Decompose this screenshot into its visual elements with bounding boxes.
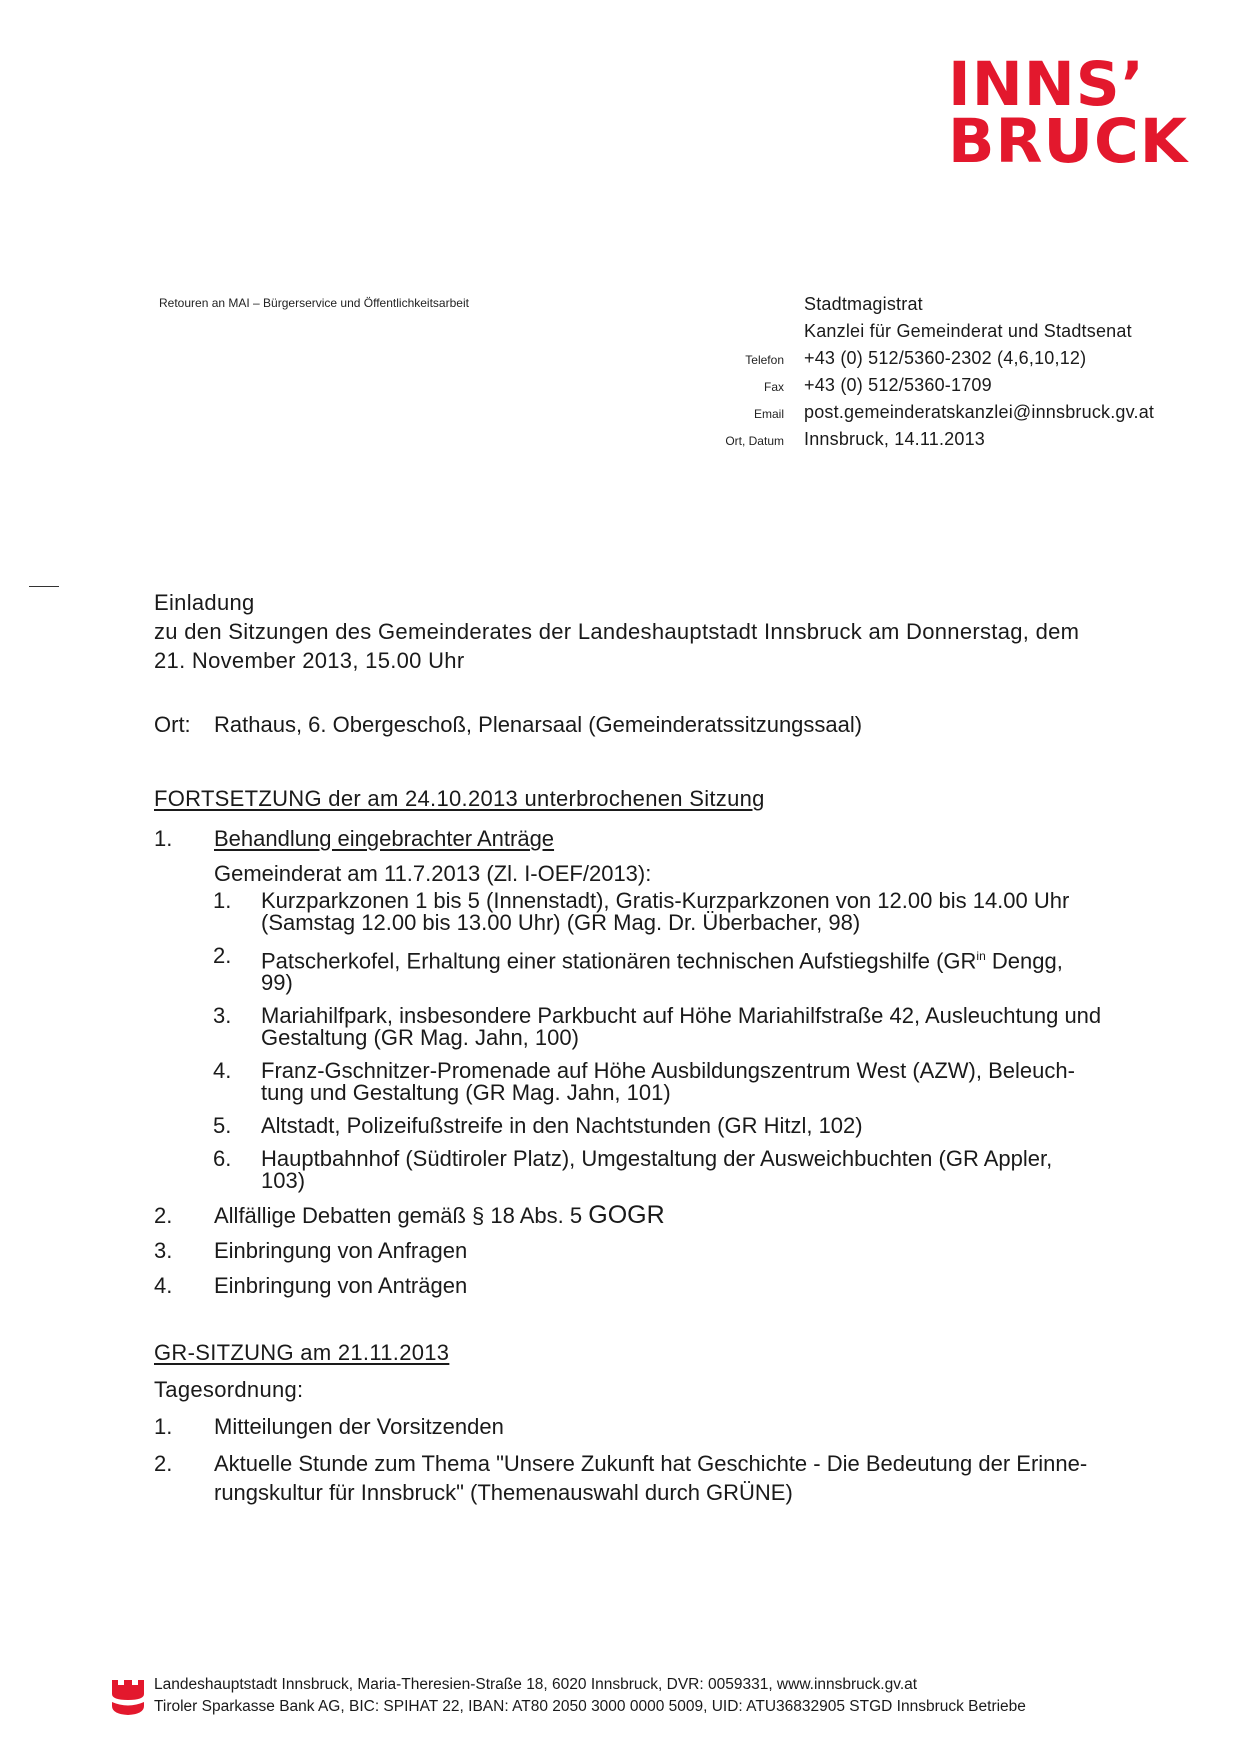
contact-date-row: [690, 429, 1190, 456]
contact-label: Email: [753, 407, 784, 421]
sender-office-row: [690, 294, 1190, 321]
contact-label: Ort, Datum: [725, 434, 784, 448]
sub-item-line: Kurzparkzonen 1 bis 5 (Innenstadt), Gratis-Kurzparkzonen von 12.00 bis 14.00 Uhr: [261, 888, 1070, 913]
sender-department: Kanzlei für Gemeinderat und Stadtsenat: [804, 321, 1132, 341]
location-value: Rathaus, 6. Obergeschoß, Plenarsaal (Gemeinderatssitzungssaal): [214, 712, 863, 737]
contact-fax: +43 (0) 512/5360-1709: [804, 375, 992, 395]
fold-mark: [29, 586, 59, 587]
item-2-text: Allfällige Debatten gemäß § 18 Abs. 5: [214, 1203, 583, 1229]
place-date: Innsbruck, 14.11.2013: [804, 429, 985, 449]
contact-email-row: [690, 402, 1190, 429]
logo-line-1: INNS’: [948, 49, 1145, 120]
agenda-item-text: Mitteilungen der Vorsitzenden: [214, 1414, 504, 1440]
sender-department-row: [690, 321, 1190, 348]
contact-label: Telefon: [745, 353, 784, 367]
contact-phone-row: [690, 348, 1190, 375]
continuation-item-3: 3. Einbringung von Anfragen: [154, 1236, 1154, 1265]
contact-label: Fax: [763, 380, 784, 394]
agenda-item: 2. Aktuelle Stunde zum Thema "Unsere Zukunft hat Geschichte - Die Bedeutung der Erinne- rungskultur für Innsbruck" (Themenauswahl durch GRÜNE): [154, 1451, 1088, 1506]
agenda-item: 1. Mitteilungen der Vorsitzenden: [154, 1412, 1154, 1441]
invitation-line-2: zu den Sitzungen des Gemeinderates der Landeshauptstadt Innsbruck am Donnerstag, dem: [154, 619, 1080, 644]
innsbruck-logo: [948, 49, 1189, 177]
item-1-title: Behandlung eingebrachter Anträge: [214, 826, 555, 851]
sub-item: 4. Franz-Gschnitzer-Promenade auf Höhe Ausbildungszentrum West (AZW), Beleuch- tung und Gestaltung (GR Mag. Jahn, 101): [213, 1058, 1075, 1106]
agenda-item-line: rungskultur für Innsbruck" (Themenauswahl durch GRÜNE): [214, 1480, 793, 1506]
contact-phone: +43 (0) 512/5360-2302 (4,6,10,12): [804, 348, 1087, 368]
continuation-item-2: 2. Allfällige Debatten gemäß § 18 Abs. 5 GOGR: [154, 1201, 665, 1230]
sub-item-line: Hauptbahnhof (Südtiroler Platz), Umgestaltung der Ausweichbuchten (GR Appler,: [261, 1146, 1053, 1172]
item-4-text: Einbringung von Anträgen: [214, 1273, 468, 1299]
item-1-subheading-row: [154, 859, 1154, 888]
sub-item: 2. Patscherkofel, Erhaltung einer stationären technischen Aufstiegshilfe ($GR^{in}$ Dengg, 99): [213, 943, 1063, 996]
superscript: in: [976, 949, 986, 963]
return-address: Retouren an MAI – Bürgerservice und Öffentlichkeitsarbeit: [159, 296, 469, 310]
sub-item-line: Franz-Gschnitzer-Promenade auf Höhe Ausbildungszentrum West (AZW), Beleuch-: [261, 1058, 1075, 1084]
continuation-item-1: [154, 824, 1154, 853]
item-2-abbrev: GOGR: [588, 1201, 665, 1230]
sub-item-line: tung und Gestaltung (GR Mag. Jahn, 101): [261, 1080, 671, 1106]
sub-item-line: Gestaltung (GR Mag. Jahn, 100): [261, 1025, 579, 1051]
sub-item-line: Patscherkofel, Erhaltung einer stationären technischen Aufstiegshilfe (GR: [261, 948, 977, 974]
agenda-item-line: Aktuelle Stunde zum Thema "Unsere Zukunft hat Geschichte - Die Bedeutung der Erinne-: [214, 1451, 1088, 1477]
item-3-text: Einbringung von Anfragen: [214, 1238, 468, 1264]
location-label: Ort:: [154, 712, 191, 737]
letter-body: [154, 588, 1154, 1507]
sub-item: 1. Kurzparkzonen 1 bis 5 (Innenstadt), Gratis-Kurzparkzonen von 12.00 bis 14.00 Uhr (Samstag 12.00 bis 13.00 Uhr) (GR Mag. Dr. Überbacher, 98): [213, 888, 1070, 935]
sub-item-line: Mariahilfpark, insbesondere Parkbucht auf Höhe Mariahilfstraße 42, Ausleuchtung und: [261, 1003, 1102, 1029]
sub-item-line: 99): [261, 970, 293, 996]
innsbruck-crest-icon: [110, 1678, 146, 1716]
location-row: [154, 710, 1154, 739]
sub-item: 5. Altstadt, Polizeifußstreife in den Nachtstunden (GR Hitzl, 102): [213, 1115, 1154, 1137]
footer-line-2: Tiroler Sparkasse Bank AG, BIC: SPIHAT 22, IBAN: AT80 2050 3000 0000 5009, UID: ATU36832905 STGD Innsbruck Betriebe: [154, 1698, 1026, 1715]
session-heading: GR-SITZUNG am 21.11.2013: [154, 1340, 450, 1366]
sender-block: [690, 294, 1190, 456]
logo-line-2: BRUCK: [948, 106, 1189, 177]
contact-email: post.gemeinderatskanzlei@innsbruck.gv.at: [804, 402, 1155, 422]
invitation-line-3: 21. November 2013, 15.00 Uhr: [154, 648, 465, 673]
footer-line-1: Landeshauptstadt Innsbruck, Maria-Theresien-Straße 18, 6020 Innsbruck, DVR: 0059331, www.innsbruck.gv.at: [154, 1676, 918, 1693]
sub-item-line: 103): [261, 1168, 306, 1194]
sub-item: 6. Hauptbahnhof (Südtiroler Platz), Umgestaltung der Ausweichbuchten (GR Appler, 103): [213, 1146, 1053, 1194]
item-1-subheading: Gemeinderat am 11.7.2013 (Zl. I-OEF/2013):: [214, 861, 652, 886]
sub-item-line-end: Dengg,: [985, 948, 1063, 974]
invitation-heading: Einladung: [154, 590, 255, 615]
sub-item: 3. Mariahilfpark, insbesondere Parkbucht auf Höhe Mariahilfstraße 42, Ausleuchtung und Gestaltung (GR Mag. Jahn, 100): [213, 1003, 1102, 1051]
item-number: 1.: [154, 826, 173, 851]
contact-fax-row: [690, 375, 1190, 402]
sender-office: Stadtmagistrat: [804, 294, 923, 314]
sub-item-line: (Samstag 12.00 bis 13.00 Uhr) (GR Mag. Dr. Überbacher, 98): [261, 910, 861, 935]
footer-lines: [154, 1674, 1026, 1718]
continuation-item-4: 4. Einbringung von Anträgen: [154, 1271, 1154, 1300]
continuation-heading: FORTSETZUNG der am 24.10.2013 unterbrochenen Sitzung: [154, 786, 765, 811]
agenda-label: Tagesordnung:: [154, 1377, 304, 1403]
sub-item-line: Altstadt, Polizeifußstreife in den Nachtstunden (GR Hitzl, 102): [261, 1113, 863, 1139]
